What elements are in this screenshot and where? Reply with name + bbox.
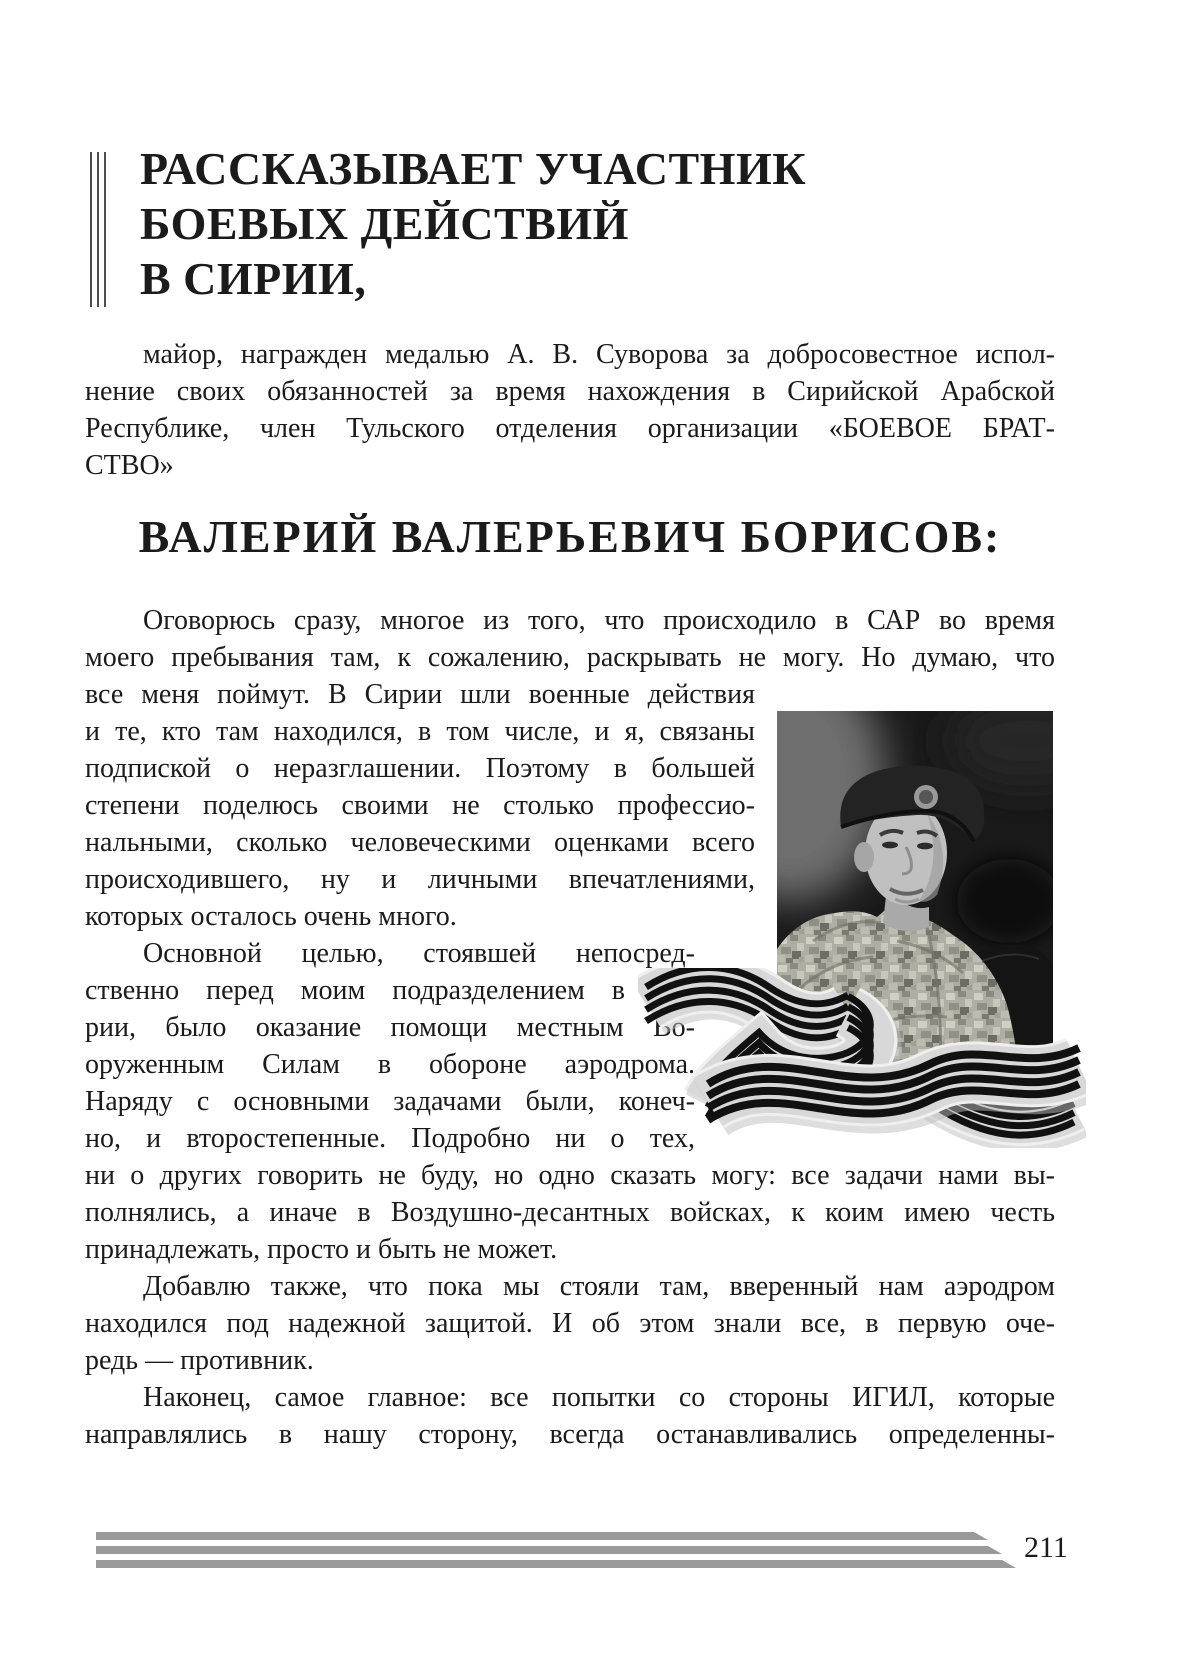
body-text-line: находился под надежной защитой. И об этом знали все, в первую оче-: [85, 1308, 1055, 1339]
body-text-line: которых осталось очень много.: [85, 901, 457, 932]
body-text-line: Наряду с основными задачами были, конеч-: [85, 1086, 695, 1117]
body-text-line: Добавлю также, что пока мы стояли там, вверенный нам аэродром: [143, 1271, 1055, 1302]
footer-rule-bar: [96, 1532, 988, 1540]
body-text-line: полнялись, а иначе в Воздушно-десантных войсках, к коим имею честь: [85, 1197, 1055, 1228]
chapter-subtitle-line: нение своих обязанностей за время нахождения в Сирийской Арабской: [85, 376, 1055, 407]
chapter-heading-line: РАССКАЗЫВАЕТ УЧАСТНИК: [140, 143, 807, 194]
footer-rule-bar: [96, 1560, 1016, 1568]
st-george-ribbon-graphic: [638, 968, 1086, 1148]
body-text-line: рии, было оказание помощи местным Во-: [85, 1012, 695, 1043]
speaker-heading: ВАЛЕРИЙ ВАЛЕРЬЕВИЧ БОРИСОВ:: [138, 511, 1002, 562]
body-text-line: моего пребывания там, к сожалению, раскрывать не могу. Но думаю, что: [85, 642, 1055, 673]
body-text-line: степени поделюсь своими не столько профессио-: [85, 790, 755, 821]
body-text-line: но, и второстепенные. Подробно ни о тех,: [85, 1123, 695, 1154]
section-marker-lines-icon: [90, 152, 107, 307]
body-text-line: принадлежать, просто и быть не может.: [85, 1234, 558, 1265]
body-text-line: направлялись в нашу сторону, всегда останавливались определенны-: [85, 1419, 1055, 1450]
body-text-line: ственно перед моим подразделением в Си-: [85, 975, 695, 1006]
footer-rule-bar: [96, 1546, 1002, 1554]
chapter-subtitle-line: Республике, член Тульского отделения организации «БОЕВОЕ БРАТ-: [85, 413, 1055, 444]
st-george-ribbon-image: [638, 968, 1086, 1148]
chapter-heading-line: БОЕВЫХ ДЕЙСТВИЙ: [140, 198, 629, 249]
chapter-subtitle: [85, 336, 1055, 484]
chapter-heading-line: В СИРИИ,: [140, 253, 367, 304]
body-text-line: Основной целью, стоявшей непосред-: [143, 938, 695, 969]
chapter-subtitle-line: майор, награжден медалью А. В. Суворова за добросовестное испол-: [143, 339, 1055, 370]
chapter-heading: [140, 141, 1040, 306]
body-text-line: все меня поймут. В Сирии шли военные действия: [85, 679, 755, 710]
body-text-line: оруженным Силам в обороне аэродрома.: [85, 1049, 695, 1080]
body-text-line: и те, кто там находился, в том числе, и я, связаны: [85, 716, 755, 747]
chapter-subtitle-line: СТВО»: [85, 450, 174, 481]
body-text-line: нальными, сколько человеческими оценками всего: [85, 827, 755, 858]
body-text-line: Оговорюсь сразу, многое из того, что происходило в САР во время: [143, 605, 1055, 636]
body-text-line: подпиской о неразглашении. Поэтому в большей: [85, 753, 755, 784]
body-text-line: происходившего, ну и личными впечатлениями,: [85, 864, 755, 895]
body-text-line: редь — противник.: [85, 1345, 314, 1376]
page-number: 211: [1024, 1531, 1068, 1564]
body-text-line: ни о других говорить не буду, но одно сказать могу: все задачи нами вы-: [85, 1160, 1055, 1191]
body-text-line: Наконец, самое главное: все попытки со стороны ИГИЛ, которые: [143, 1382, 1055, 1413]
